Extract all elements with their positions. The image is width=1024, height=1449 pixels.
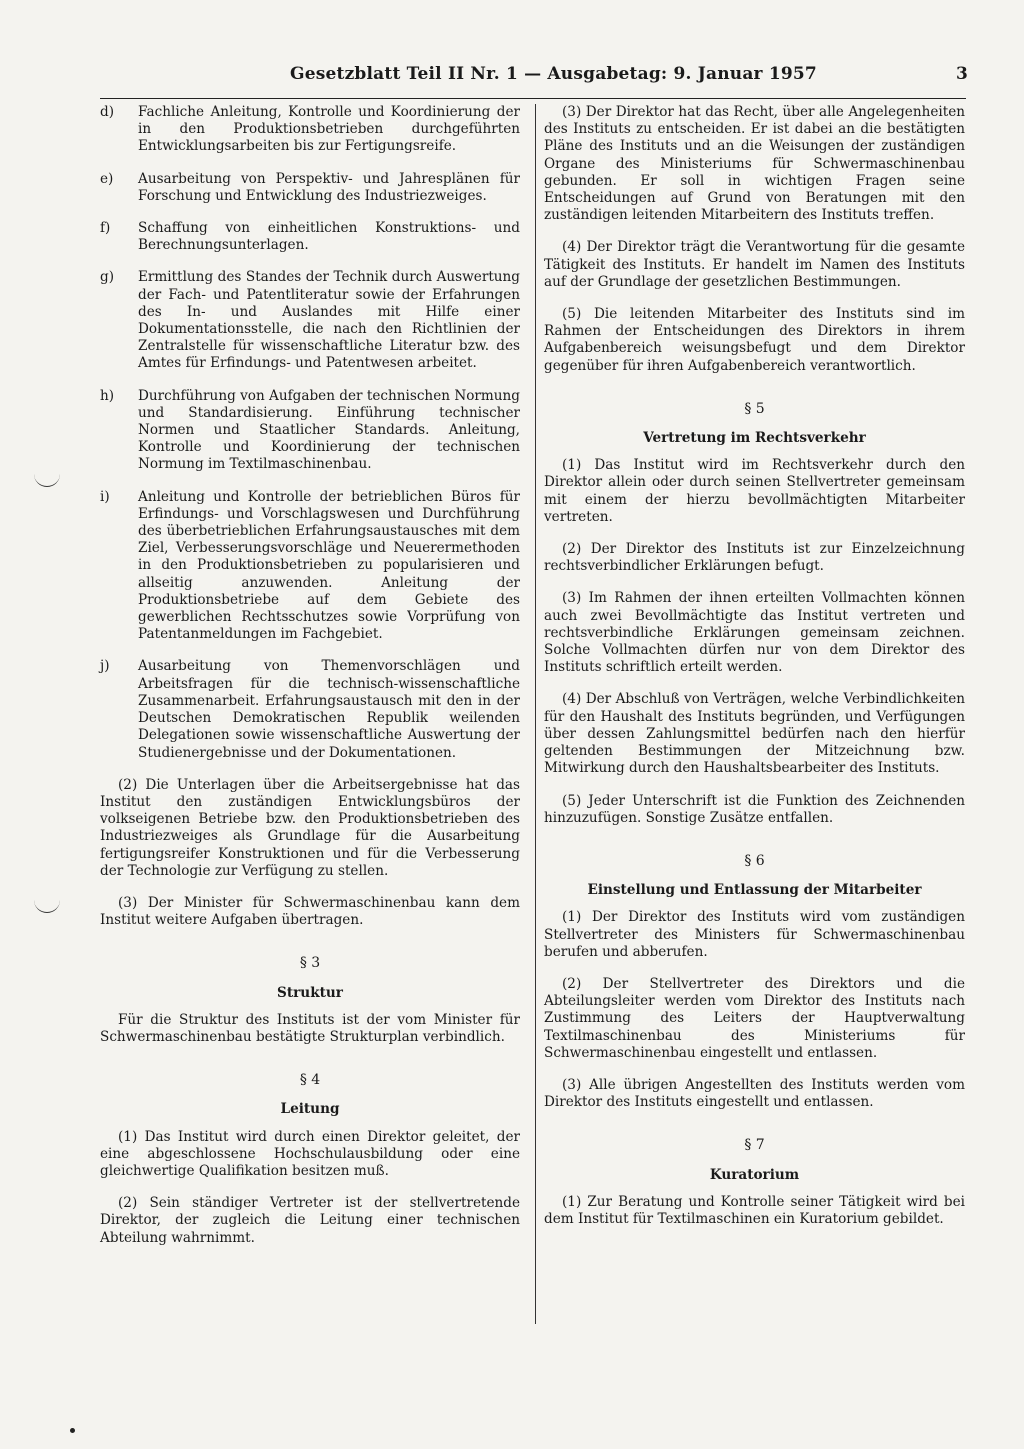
section-title: Vertretung im Rechtsverkehr <box>643 430 866 447</box>
item-label: i) <box>100 488 110 505</box>
paragraph: (5) Die leitenden Mitarbeiter des Instituts sind im Rahmen der Entscheidungen des Direktors in ihrem Aufgabenbereich weisungsbefugt und dem Direktor gegenüber für ihren Aufgabenbereich verantwortlich. <box>544 306 965 374</box>
item-text: Fachliche Anleitung, Kontrolle und Koordinierung der in den Produktionsbetrieben durchgeführten Entwicklungsarbeiten bis zur Fertigungsreife. <box>138 104 520 155</box>
list-item <box>100 104 520 156</box>
item-label: d) <box>100 104 115 120</box>
item-label: f) <box>100 220 111 237</box>
list-item <box>100 489 520 644</box>
paragraph: (2) Sein ständiger Vertreter ist der stellvertretende Direktor, der zugleich die Leitung einer technischen Abteilung wahrnimmt. <box>100 1195 520 1246</box>
item-text: Ausarbeitung von Perspektiv- und Jahresplänen für Forschung und Entwicklung des Industriezweiges. <box>138 170 520 204</box>
paragraph: (1) Der Direktor des Instituts wird vom zuständigen Stellvertreter des Ministers für Schwermaschinenbau berufen und abberufen. <box>544 909 965 960</box>
paragraph: (4) Der Abschluß von Verträgen, welche Verbindlichkeiten für den Haushalt des Instituts begründen, und Verfügungen über dessen Zahlungsmittel bedürfen nach den hierfür geltenden Bestimmungen der Mitzeichnung bzw. Mitwirkung durch den Haushaltsbearbeiter des Instituts. <box>544 691 965 777</box>
section-title: Einstellung und Entlassung der Mitarbeiter <box>587 882 922 899</box>
item-label: h) <box>100 387 115 404</box>
paragraph: (3) Der Direktor hat das Recht, über alle Angelegenheiten des Instituts zu entscheiden. Er ist dabei an die bestätigten Pläne des Instituts und an die Weisungen der zuständigen Organe des Ministeriums für Schwermaschinenbau gebunden. Er soll in wichtigen Fragen seine Entscheidungen auf Grund von Beratungen mit den zuständigen leitenden Mitarbeitern des Instituts treffen. <box>544 104 965 224</box>
right-column <box>544 104 965 1243</box>
paragraph: (1) Das Institut wird durch einen Direktor geleitet, der eine abgeschlossene Hochschulausbildung oder eine gleichwertige Qualifikation besitzen muß. <box>100 1128 520 1179</box>
paragraph: (1) Das Institut wird im Rechtsverkehr durch den Direktor allein oder durch seinen Stellvertreter gemeinsam mit einem der hierzu bevollmächtigten Mitarbeiter vertreten. <box>544 457 965 525</box>
item-label: g) <box>100 269 115 286</box>
item-label: e) <box>100 170 114 187</box>
list-item <box>100 658 520 761</box>
paragraph: (2) Der Direktor des Instituts ist zur Einzelzeichnung rechtsverbindlicher Erklärungen befugt. <box>544 541 965 575</box>
section-number: § 6 <box>744 852 765 869</box>
paragraph: (5) Jeder Unterschrift ist die Funktion des Zeichnenden hinzuzufügen. Sonstige Zusätze entfallen. <box>544 792 965 826</box>
list-item <box>100 388 520 474</box>
item-text: Durchführung von Aufgaben der technischen Normung und Standardisierung. Einführung technischer Normen und Staatlicher Standards. Anleitung, Kontrolle und Koordinierung der technischen Normung im Textilmaschinenbau. <box>138 387 520 473</box>
column-divider <box>535 104 536 1324</box>
section-number: § 4 <box>299 1072 321 1089</box>
paragraph: (4) Der Direktor trägt die Verantwortung für die gesamte Tätigkeit des Instituts. Er handelt im Namen des Instituts auf der Grundlage der gesetzlichen Bestimmungen. <box>544 239 965 290</box>
section-title: Leitung <box>280 1101 340 1118</box>
section-number: § 5 <box>744 400 765 417</box>
item-label: j) <box>100 658 110 675</box>
list-item <box>100 269 520 372</box>
margin-dot <box>70 1428 75 1433</box>
header-rule <box>100 98 966 99</box>
paragraph: (3) Der Minister für Schwermaschinenbau kann dem Institut weitere Aufgaben übertragen. <box>100 894 520 929</box>
paragraph: (2) Die Unterlagen über die Arbeitsergebnisse hat das Institut den zuständigen Entwicklungsbüros der volkseigenen Betriebe bzw. den Produktionsbetrieben des Industriezweiges als Grundlage für die Ausarbeitung fertigungsreifer Konstruktionen und für die Verbesserung der Technologie zur Verfügung zu stellen. <box>100 776 520 879</box>
item-text: Schaffung von einheitlichen Konstruktions- und Berechnungsunterlagen. <box>138 220 520 254</box>
section-title: Kuratorium <box>709 1166 800 1183</box>
paragraph: (2) Der Stellvertreter des Direktors und die Abteilungsleiter werden vom Direktor des Instituts nach Zustimmung des Leiters der Hauptverwaltung Textilmaschinenbau des Ministeriums für Schwermaschinenbau eingestellt und entlassen. <box>544 975 965 1061</box>
paragraph: (3) Im Rahmen der ihnen erteilten Vollmachten können auch zwei Bevollmächtigte das Institut vertreten und rechtsverbindliche Erklärungen gemeinsam zeichnen. Solche Vollmachten dürfen nur von dem Direktor des Instituts schriftlich erteilt werden. <box>544 590 965 676</box>
paragraph: (1) Zur Beratung und Kontrolle seiner Tätigkeit wird bei dem Institut für Textilmaschinen ein Kuratorium gebildet. <box>544 1193 965 1227</box>
list-item <box>100 171 520 205</box>
gazette-title: Gesetzblatt Teil II Nr. 1 — Ausgabetag: 9. Januar 1957 <box>290 64 817 84</box>
paragraph: (3) Alle übrigen Angestellten des Instituts werden vom Direktor des Instituts eingestellt und entlassen. <box>544 1076 965 1111</box>
page-number: 3 <box>955 64 968 84</box>
section-title: Struktur <box>277 984 343 1001</box>
item-text: Ermittlung des Standes der Technik durch Auswertung der Fach- und Patentliteratur sowie der Erfahrungen des In- und Auslandes mit Hilfe einer Dokumentationsstelle, die nach den Richtlinien der Zentralstelle für wissenschaftliche Literatur bzw. des Amtes für Erfindungs- und Patentwesen arbeitet. <box>138 269 520 372</box>
item-text: Anleitung und Kontrolle der betrieblichen Büros für Erfindungs- und Vorschlagswesen und Durchführung des überbetrieblichen Erfahrungsaustausches mit dem Ziel, Verbesserungsvorschläge und Neuerermethoden in den Produktionsbetrieben zu popularisieren und allseitig anzuwenden. Anleitung der Produktionsbetriebe auf dem Gebiete des gewerblichen Rechtsschutzes sowie Vorprüfung von Patentanmeldungen im Fachgebiet. <box>138 488 520 643</box>
left-column <box>100 104 520 1262</box>
list-item <box>100 220 520 254</box>
section-number: § 7 <box>744 1137 765 1154</box>
margin-mark <box>34 474 60 487</box>
margin-mark <box>34 900 60 913</box>
item-text: Ausarbeitung von Themenvorschlägen und Arbeitsfragen für die technisch-wissenschaftliche Zusammenarbeit. Erfahrungsaustausch mit den in der Deutschen Demokratischen Republik weilenden Delegationen sowie wissenschaftliche Auswertung der Studienergebnisse und der Dokumentationen. <box>138 658 520 761</box>
paragraph: Für die Struktur des Instituts ist der vom Minister für Schwermaschinenbau bestätigte Strukturplan verbindlich. <box>100 1011 520 1045</box>
section-number: § 3 <box>299 955 321 972</box>
